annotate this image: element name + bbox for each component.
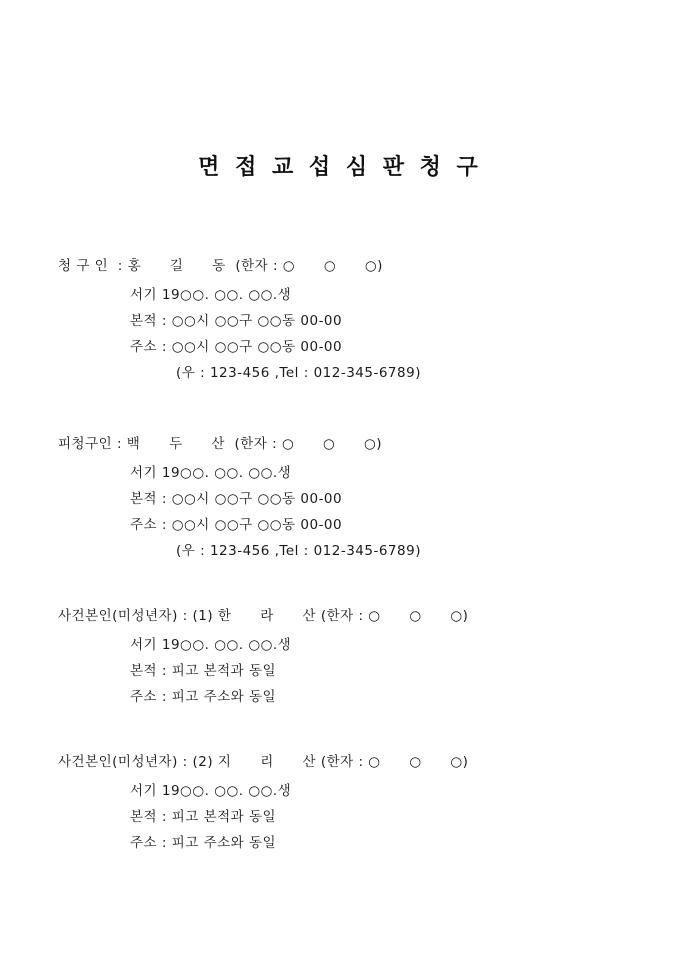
party-section-claimant bbox=[0, 253, 680, 386]
registry-address-line: 본적 : 피고 본적과 동일 bbox=[130, 663, 277, 679]
party-section-respondent bbox=[0, 431, 680, 564]
party-section-minor-2 bbox=[0, 749, 680, 856]
birth-date-line: 서기 19○○. ○○. ○○.생 bbox=[130, 465, 292, 481]
birth-date-line: 서기 19○○. ○○. ○○.생 bbox=[130, 637, 292, 653]
residence-address-line: 주소 : 피고 주소와 동일 bbox=[130, 835, 277, 851]
party-header-line: 사건본인(미성년자) : (1) 한 라 산 (한자 : ○ ○ ○) bbox=[58, 608, 469, 624]
residence-address-line: 주소 : 피고 주소와 동일 bbox=[130, 689, 277, 705]
registry-address-line: 본적 : ○○시 ○○구 ○○동 00-00 bbox=[130, 313, 343, 329]
residence-address-line: 주소 : ○○시 ○○구 ○○동 00-00 bbox=[130, 517, 343, 533]
party-header-line: 피청구인 : 백 두 산 (한자 : ○ ○ ○) bbox=[58, 436, 383, 452]
birth-date-line: 서기 19○○. ○○. ○○.생 bbox=[130, 783, 292, 799]
registry-address-line: 본적 : 피고 본적과 동일 bbox=[130, 809, 277, 825]
registry-address-line: 본적 : ○○시 ○○구 ○○동 00-00 bbox=[130, 491, 343, 507]
party-header-line: 청 구 인 : 홍 길 동 (한자 : ○ ○ ○) bbox=[58, 258, 383, 274]
document-title: 면 접 교 섭 심 판 청 구 bbox=[198, 155, 482, 180]
residence-address-line: 주소 : ○○시 ○○구 ○○동 00-00 bbox=[130, 339, 343, 355]
birth-date-line: 서기 19○○. ○○. ○○.생 bbox=[130, 287, 292, 303]
postal-tel-line: (우 : 123-456 ,Tel : 012-345-6789) bbox=[176, 365, 421, 381]
party-header-line: 사건본인(미성년자) : (2) 지 리 산 (한자 : ○ ○ ○) bbox=[58, 754, 469, 770]
postal-tel-line: (우 : 123-456 ,Tel : 012-345-6789) bbox=[176, 543, 421, 559]
party-section-minor-1 bbox=[0, 603, 680, 710]
